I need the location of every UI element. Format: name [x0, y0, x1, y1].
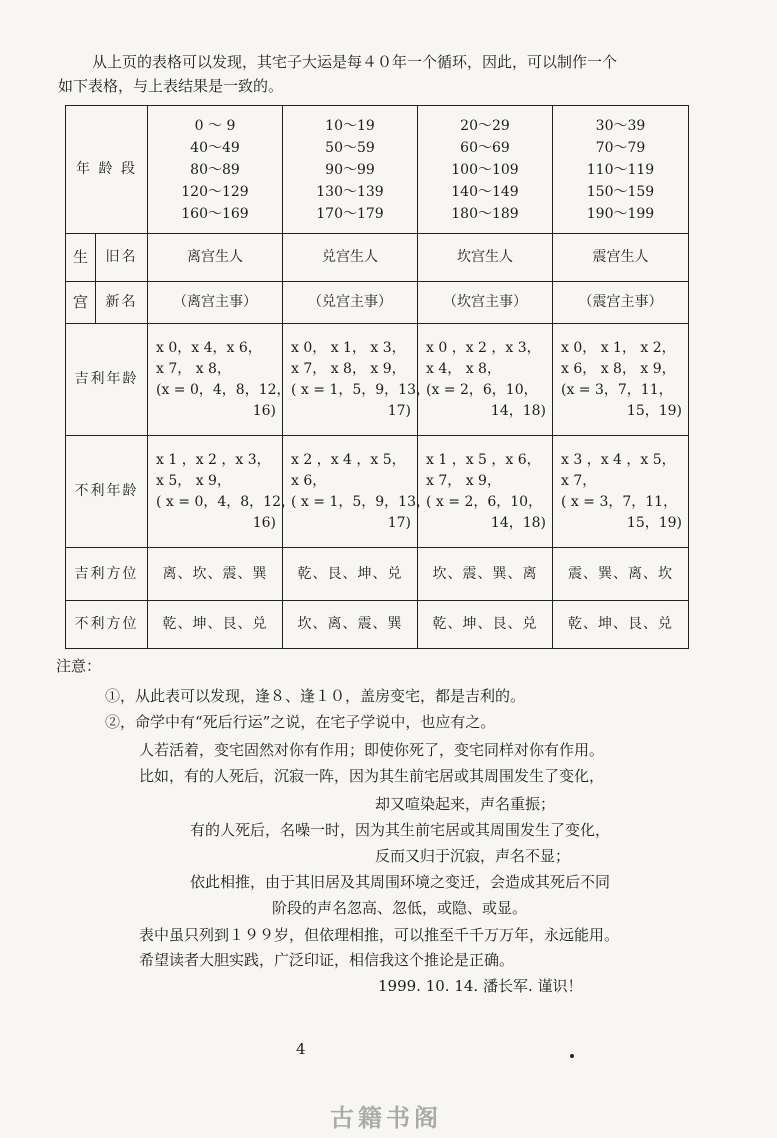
age-line: x 0， x 1， x 2， — [561, 339, 676, 356]
age-line: x 6， x 8， x 9， — [561, 360, 676, 377]
old-name: 坎宫生人 — [418, 234, 553, 282]
age-line: ( x = 2，6，10， — [426, 493, 543, 510]
age-line: x 0 ，x 2 ，x 3， — [426, 339, 541, 356]
age-range: 100～109 — [451, 161, 519, 178]
age-line: ( x = 3，7，11， — [561, 493, 678, 510]
age-line: x 0，x 4，x 6， — [156, 339, 262, 356]
age-line: 17) — [387, 402, 411, 419]
age-line: 16) — [252, 514, 276, 531]
age-range: 40～49 — [190, 139, 240, 156]
age-range: 30～39 — [595, 117, 646, 134]
note-line-3: 人若活着，变宅固然对你有作用；即使你死了，变宅同样对你有作用。 — [139, 741, 605, 759]
old-name: 兑宫生人 — [283, 234, 418, 282]
age-range: 150～159 — [586, 183, 655, 200]
unlucky-age-cell — [553, 436, 689, 548]
age-line: (x = 0，4，8，12， — [156, 381, 291, 398]
row-lucky-directions — [66, 548, 689, 601]
row-old-names — [66, 234, 689, 282]
age-line: 14，18) — [490, 514, 546, 531]
age-line: x 2 ，x 4 ，x 5， — [291, 451, 406, 468]
unlucky-age-cell — [283, 436, 430, 548]
age-range: 170～179 — [316, 205, 384, 222]
age-range: 50～59 — [325, 139, 375, 156]
age-line: 14，18) — [490, 402, 546, 419]
age-range: 130～139 — [316, 183, 384, 200]
watermark: 古籍书阁 — [330, 1104, 442, 1132]
old-name: 震宫生人 — [553, 234, 689, 282]
new-name: （震宫主事） — [553, 282, 689, 324]
row-age-groups — [66, 106, 689, 234]
note-line-7: 反而又归于沉寂，声名不显； — [375, 847, 571, 865]
note-line-4: 比如，有的人死后，沉寂一阵，因为其生前宅居或其周围发生了变化， — [139, 767, 605, 785]
unlucky-direction: 坎、离、震、巽 — [283, 601, 418, 649]
unlucky-direction-label: 不利方位 — [66, 601, 148, 649]
new-name: （兑宫主事） — [283, 282, 418, 324]
age-line: 15，19) — [626, 402, 682, 419]
old-name: 离宫生人 — [148, 234, 283, 282]
age-range: 80～89 — [190, 161, 240, 178]
unlucky-direction: 乾、坤、艮、兑 — [553, 601, 689, 649]
age-line: 17) — [387, 514, 411, 531]
old-name-label: 旧名 — [96, 234, 148, 282]
intro-line-2: 如下表格，与上表结果是一致的。 — [58, 77, 284, 95]
note-line-10: 表中虽只列到１９９岁，但依理相推，可以推至千千万万年，永远能用。 — [139, 926, 620, 944]
note-line-5: 却又喧染起来，声名重振； — [375, 795, 556, 813]
unlucky-age-cell — [418, 436, 553, 548]
ink-dot — [570, 1054, 574, 1058]
age-line: x 1 ，x 2 ，x 3， — [156, 451, 271, 468]
unlucky-direction: 乾、坤、艮、兑 — [148, 601, 283, 649]
signature: 1999. 10. 14. 潘长军. 谨识！ — [378, 977, 583, 995]
lucky-direction: 离、坎、震、巽 — [148, 548, 283, 601]
age-range: 110～119 — [586, 161, 655, 178]
age-line: x 5， x 9， — [156, 472, 231, 489]
unlucky-direction: 乾、坤、艮、兑 — [418, 601, 553, 649]
age-range: 160～169 — [181, 205, 249, 222]
age-range: 90～99 — [325, 161, 375, 178]
age-line: (x = 3，7，11， — [561, 381, 673, 398]
lucky-age-cell — [553, 324, 689, 436]
lucky-age-cell — [148, 324, 291, 436]
age-line: x 0， x 1， x 3， — [291, 339, 406, 356]
age-line: x 7， x 8， — [156, 360, 231, 377]
note-1: ①，从此表可以发现，逢８、逢１０，盖房变宅，都是吉利的。 — [105, 687, 526, 705]
page-number: 4 — [296, 1040, 306, 1058]
age-line: 15，19) — [626, 514, 682, 531]
age-line: x 1 ，x 5 ，x 6， — [426, 451, 541, 468]
lucky-age-label: 吉利年龄 — [66, 324, 148, 436]
age-group-3 — [418, 106, 553, 234]
unlucky-age-cell — [148, 436, 295, 548]
age-group-1 — [148, 106, 283, 234]
age-range: 20～29 — [460, 117, 510, 134]
lucky-age-cell — [283, 324, 430, 436]
lucky-direction: 震、巽、离、坎 — [553, 548, 689, 601]
intro-line-1: 从上页的表格可以发现，其宅子大运是每４０年一个循环，因此，可以制作一个 — [92, 53, 618, 71]
new-name-label: 新名 — [96, 282, 148, 324]
row-lucky-ages — [66, 324, 689, 436]
age-range: 10～19 — [325, 117, 375, 134]
lucky-direction: 乾、艮、坤、兑 — [283, 548, 418, 601]
age-line: ( x = 0，4，8，12， — [156, 493, 295, 510]
note-line-8: 依此相推，由于其旧居及其周围环境之变迁，会造成其死后不同 — [190, 873, 611, 891]
age-label: 年 龄 段 — [66, 106, 148, 234]
row-unlucky-directions — [66, 601, 689, 649]
age-line: 16) — [252, 402, 276, 419]
age-line: ( x = 1，5，9，13， — [291, 493, 430, 510]
age-range: 0 ～ 9 — [194, 117, 236, 134]
age-range: 70～79 — [595, 139, 646, 156]
age-range: 180～189 — [451, 205, 519, 222]
age-group-4 — [553, 106, 689, 234]
age-line: x 7， — [561, 472, 597, 489]
age-range: 60～69 — [460, 139, 510, 156]
age-range: 140～149 — [451, 183, 519, 200]
row-unlucky-ages — [66, 436, 689, 548]
note-line-11: 希望读者大胆实践，广泛印证，相信我这个推论是正确。 — [139, 951, 515, 969]
gong-label-top: 生 — [66, 234, 96, 282]
age-line: ( x = 1，5，9，13， — [291, 381, 430, 398]
age-line: x 3 ，x 4 ，x 5， — [561, 451, 676, 468]
age-line: (x = 2，6，10， — [426, 381, 538, 398]
age-line: x 6， — [291, 472, 327, 489]
unlucky-age-label: 不利年龄 — [66, 436, 148, 548]
lucky-direction-label: 吉利方位 — [66, 548, 148, 601]
age-group-2 — [283, 106, 418, 234]
age-line: x 7， x 9， — [426, 472, 501, 489]
notes-title: 注意： — [56, 657, 102, 675]
age-range: 120～129 — [181, 183, 249, 200]
gong-label-bottom: 宫 — [66, 282, 96, 324]
note-2: ②，命学中有“死后行运”之说，在宅子学说中，也应有之。 — [105, 713, 496, 731]
lucky-age-cell — [418, 324, 553, 436]
row-new-names — [66, 282, 689, 324]
lucky-direction: 坎、震、巽、离 — [418, 548, 553, 601]
note-line-6: 有的人死后，名噪一时，因为其生前宅居或其周围发生了变化， — [190, 821, 611, 839]
new-name: （坎宫主事） — [418, 282, 553, 324]
new-name: （离宫主事） — [148, 282, 283, 324]
age-line: x 4， x 8， — [426, 360, 501, 377]
age-range: 190～199 — [586, 205, 655, 222]
note-line-9: 阶段的声名忽高、忽低，或隐、或显。 — [272, 899, 528, 917]
age-line: x 7， x 8， x 9， — [291, 360, 406, 377]
age-fortune-table — [65, 105, 689, 649]
